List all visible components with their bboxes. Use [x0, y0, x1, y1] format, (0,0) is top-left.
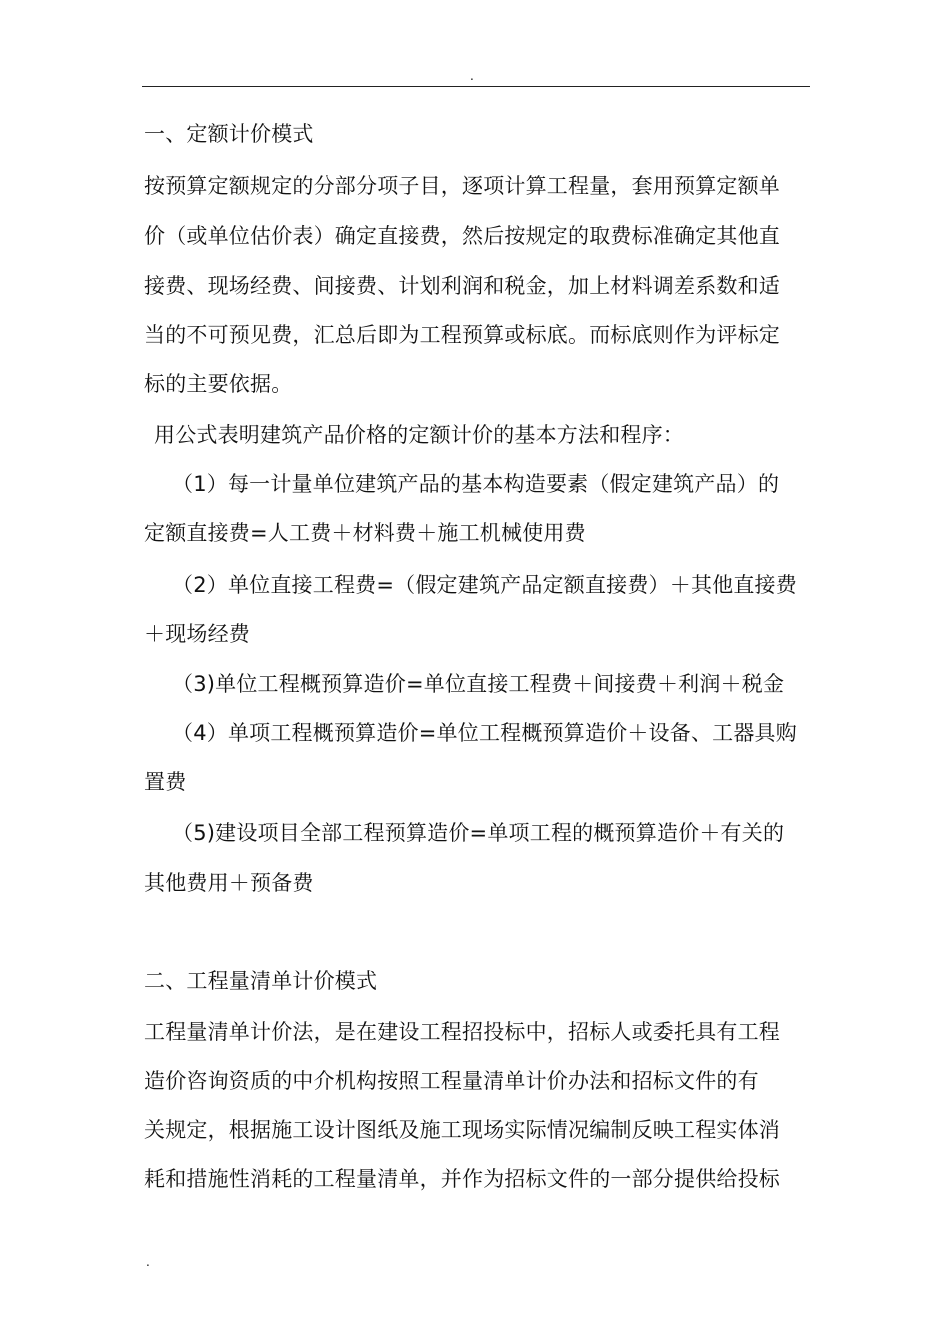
formula-line: 其他费用＋预备费 — [144, 871, 314, 895]
formula-line: 定额直接费=人工费＋材料费＋施工机械使用费 — [144, 521, 586, 545]
paragraph-line: 当的不可预见费，汇总后即为工程预算或标底。而标底则作为评标定 — [144, 323, 780, 347]
paragraph-line: 工程量清单计价法，是在建设工程招投标中，招标人或委托具有工程 — [144, 1020, 780, 1044]
section-heading-2: 二、工程量清单计价模式 — [144, 969, 378, 993]
formula-line: 置费 — [144, 770, 187, 794]
formula-line: （3)单位工程概预算造价=单位直接工程费＋间接费＋利润＋税金 — [172, 672, 785, 696]
paragraph-line: 接费、现场经费、间接费、计划利润和税金，加上材料调差系数和适 — [144, 274, 780, 298]
formula-intro: 用公式表明建筑产品价格的定额计价的基本方法和程序： — [154, 423, 684, 447]
footer-mark: . — [146, 1255, 150, 1269]
paragraph-line: 价（或单位估价表）确定直接费，然后按规定的取费标准确定其他直 — [144, 224, 780, 248]
header-rule — [142, 86, 810, 87]
paragraph-line: 耗和措施性消耗的工程量清单，并作为招标文件的一部分提供给投标 — [144, 1167, 780, 1191]
formula-line: （1）每一计量单位建筑产品的基本构造要素（假定建筑产品）的 — [172, 472, 780, 496]
header-mark: . — [470, 69, 474, 83]
formula-line: （5)建设项目全部工程预算造价=单项工程的概预算造价＋有关的 — [172, 821, 785, 845]
paragraph-line: 造价咨询资质的中介机构按照工程量清单计价办法和招标文件的有 — [144, 1069, 759, 1093]
section-heading-1: 一、定额计价模式 — [144, 122, 314, 146]
formula-line: （2）单位直接工程费=（假定建筑产品定额直接费）＋其他直接费 — [172, 573, 797, 597]
formula-line: ＋现场经费 — [144, 622, 250, 646]
paragraph-line: 标的主要依据。 — [144, 372, 293, 396]
paragraph-line: 关规定，根据施工设计图纸及施工现场实际情况编制反映工程实体消 — [144, 1118, 780, 1142]
paragraph-line: 按预算定额规定的分部分项子目，逐项计算工程量，套用预算定额单 — [144, 174, 780, 198]
formula-line: （4）单项工程概预算造价=单位工程概预算造价＋设备、工器具购 — [172, 721, 797, 745]
